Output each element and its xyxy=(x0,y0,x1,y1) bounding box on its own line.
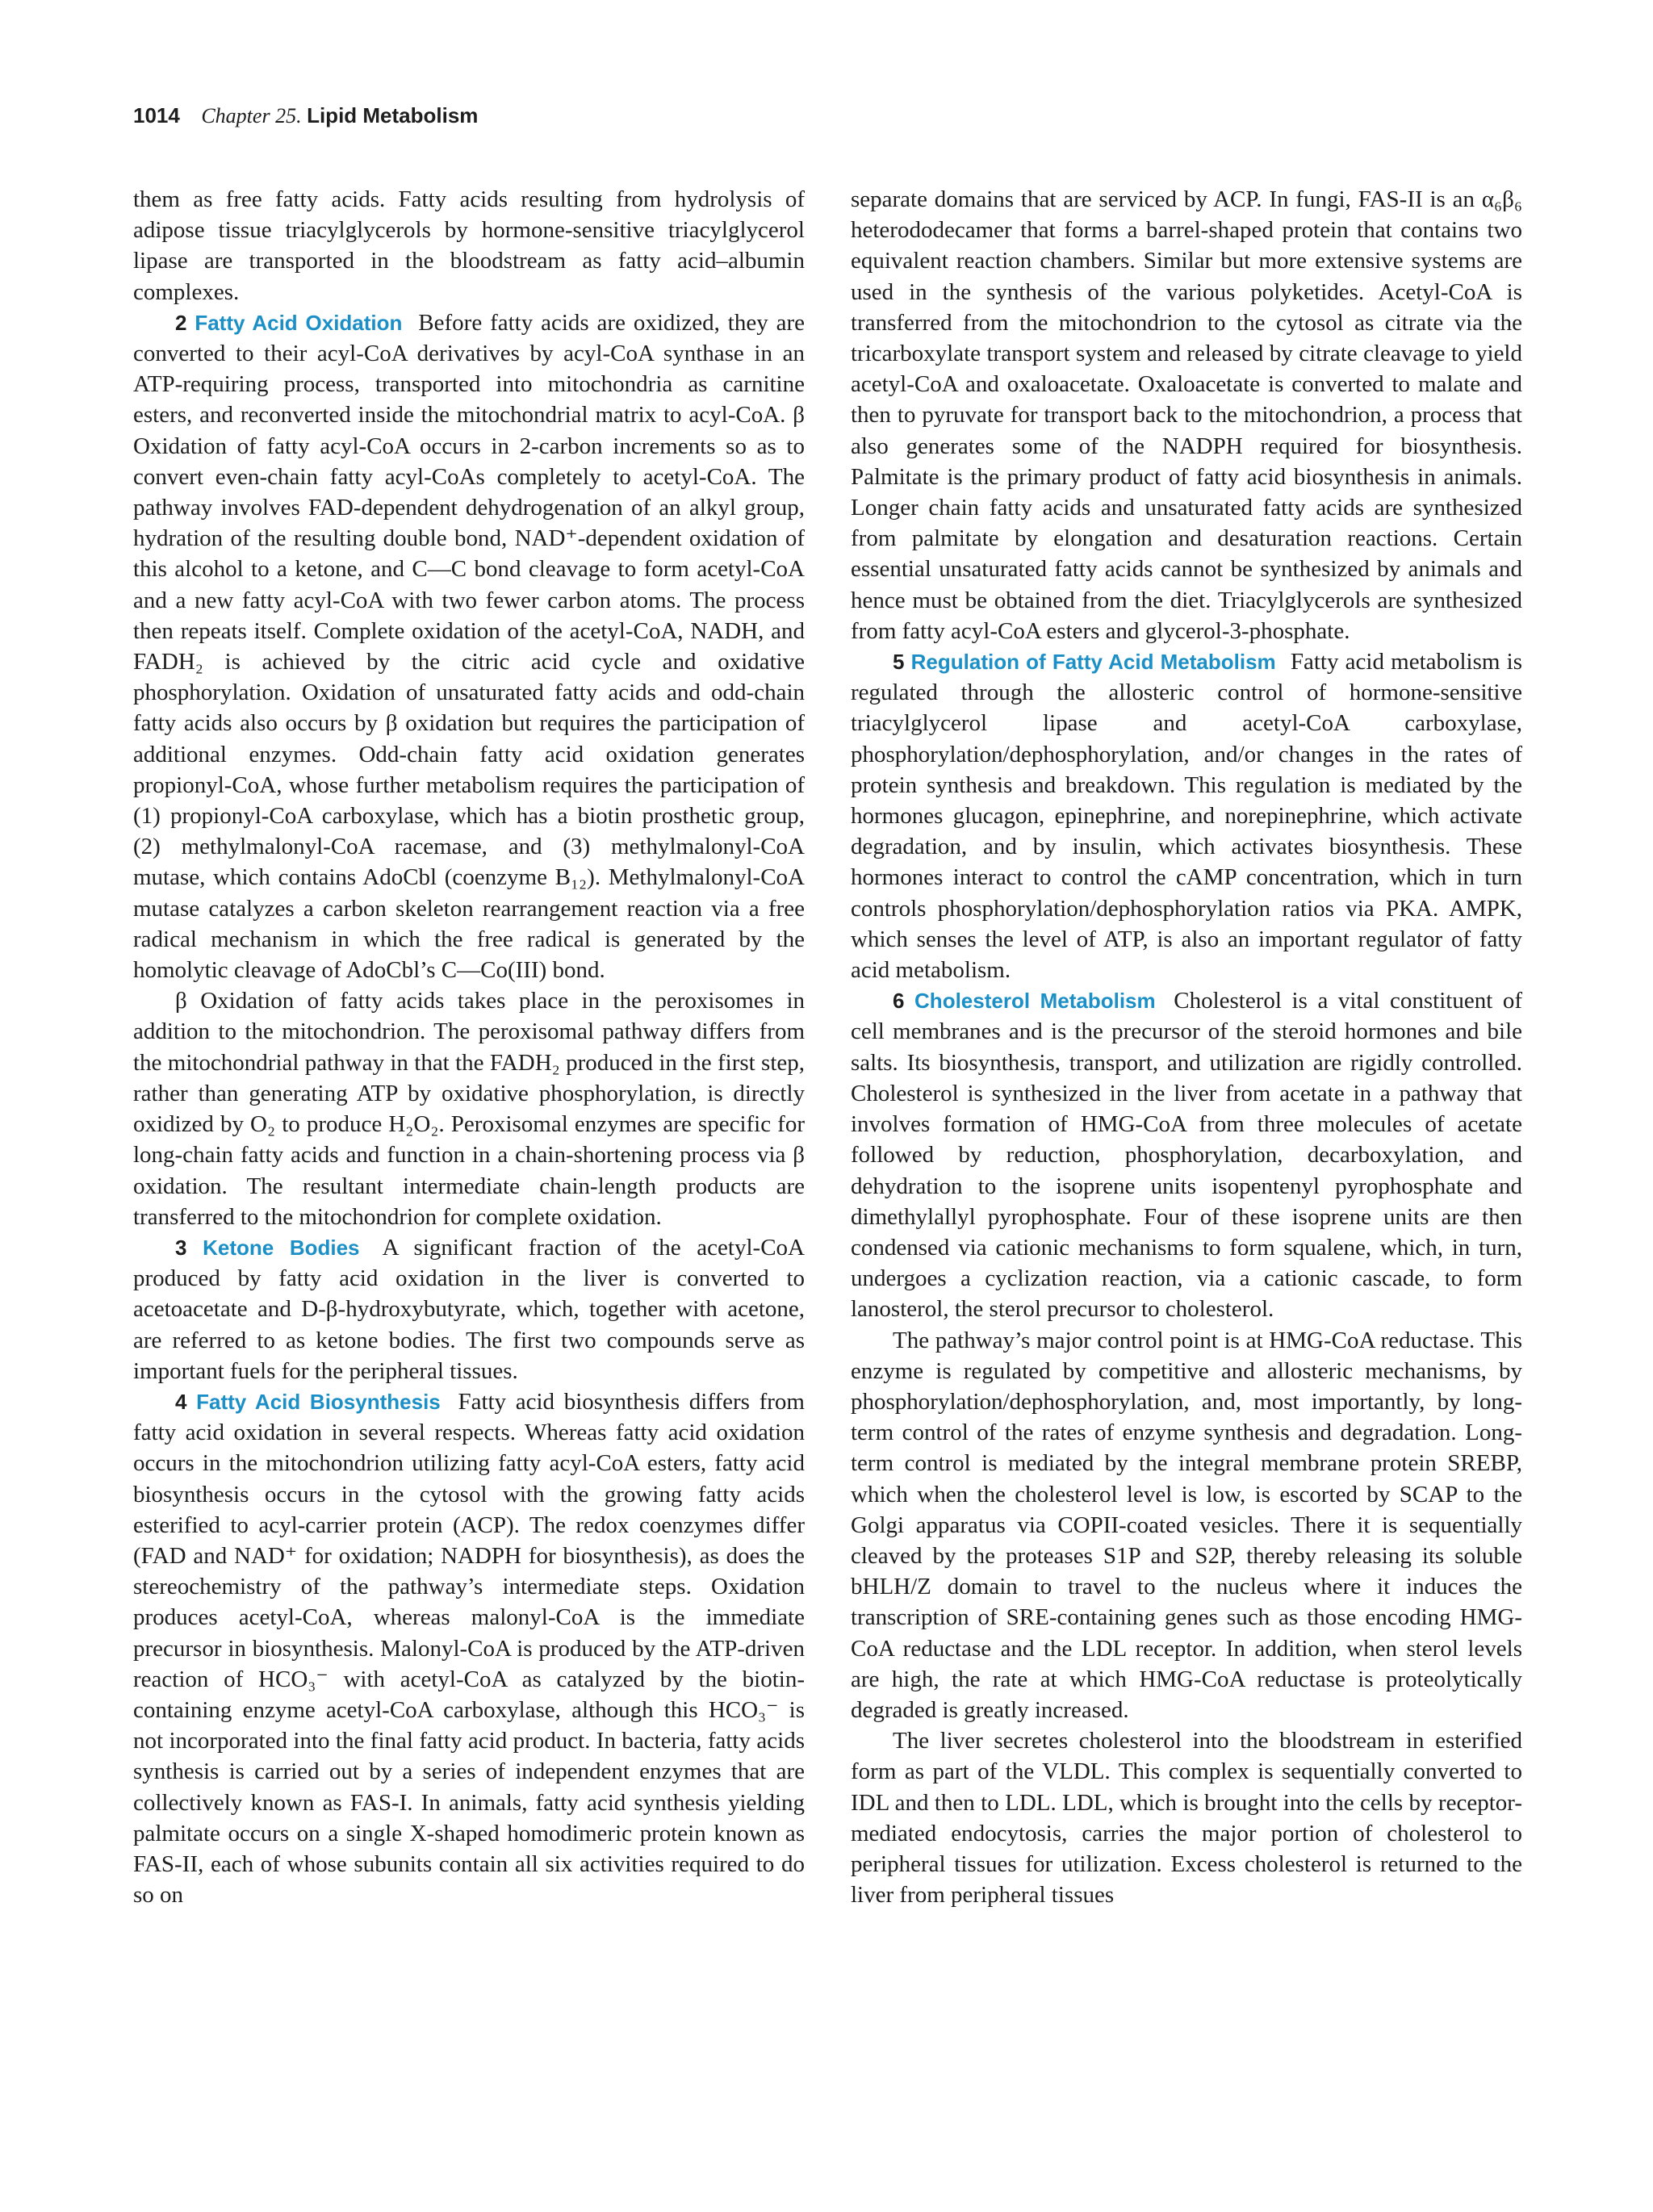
paragraph: separate domains that are serviced by ACP. In fungi, FAS-II is an α₆β₆ heterododecamer that forms a barrel-shaped protein that contains two equivalent reaction chambers. Similar but more extensive systems are used in the synthesis of the various polyketides. Acetyl-CoA is transferred from the mitochondrion to the cytosol as citrate via the tricarboxylate transport system and released by citrate cleavage to yield acetyl-CoA and oxaloacetate. Oxaloacetate is converted to malate and then to pyruvate for transport back to the mitochondrion, a process that also generates some of the NADPH required for biosynthesis. Palmitate is the primary product of fatty acid biosynthesis in animals. Longer chain fatty acids and unsaturated fatty acids are synthesized from palmitate by elongation and desaturation reactions. Certain essential unsaturated fatty acids cannot be synthesized by animals and hence must be obtained from the diet. Triacylglycerols are synthesized from fatty acyl-CoA esters and glycerol-3-phosphate. xyxy=(851,186,1522,644)
section-title: Fatty Acid Oxidation xyxy=(195,310,403,335)
paragraph: them as free fatty acids. Fatty acids resulting from hydrolysis of adipose tissue triacylglycerols by hormone-sensitive triacylglycerol lipase are transported in the bloodstream as fatty acid–albumin complexes. xyxy=(133,186,805,305)
section-6-paragraph xyxy=(851,985,1522,1324)
section-title: Cholesterol Metabolism xyxy=(914,989,1156,1014)
running-header xyxy=(133,102,478,130)
section-heading-cholesterol-metabolism xyxy=(893,989,1156,1013)
chapter-title: Lipid Metabolism xyxy=(307,103,479,128)
paragraph-text: Fatty acid metabolism is regulated through the allosteric control of hormone-sensitive triacylglycerol lipase and acetyl-CoA carboxylase, phosphorylation/dephosphorylation, and/or changes in the rates of protein synthesis and breakdown. This regulation is mediated by the hormones glucagon, epinephrine, and norepinephrine, which activate degradation, and by insulin, which activates biosynthesis. These hormones interact to control the cAMP concentration, which in turn controls phosphorylation/dephosphorylation ratios via PKA. AMPK, which senses the level of ATP, is also an important regulator of fatty acid metabolism. xyxy=(851,649,1522,984)
paragraph-text: Cholesterol is a vital constituent of cell membranes and is the precursor of the steroid hormones and bile salts. Its biosynthesis, transport, and utilization are rigidly controlled. Cholesterol is synthesized in the liver from acetate in a pathway that involves formation of HMG-CoA from three molecules of acetate followed by reduction, phosphorylation, decarboxylation, and dehydration to the isoprene units isopentenyl pyrophosphate and dimethylallyl pyrophosphate. Four of these isoprene units are then condensed via cationic mechanisms to form squalene, which, in turn, undergoes a cyclization reaction, via a cationic cascade, to form lanosterol, the sterol precursor to cholesterol. xyxy=(851,988,1523,1323)
paragraph: The liver secretes cholesterol into the bloodstream in esterified form as part of the VLDL. This complex is sequentially converted to IDL and then to LDL. LDL, which is brought into the cells by receptor-mediated endocytosis, carries the major portion of cholesterol to peripheral tissues for utilization. Excess cholesterol is returned to the liver from peripheral tissues xyxy=(851,1728,1522,1909)
left-column xyxy=(133,184,805,1910)
section-number: 5 xyxy=(893,650,905,675)
section-heading-ketone-bodies xyxy=(175,1236,360,1260)
section-number: 6 xyxy=(893,989,905,1014)
section-title: Fatty Acid Biosynthesis xyxy=(196,1389,441,1414)
chapter-label: Chapter 25. xyxy=(201,104,302,128)
paragraph-text: Before fatty acids are oxidized, they are converted to their acyl-CoA derivatives by acyl-CoA synthase in an ATP-requiring process, transported into mitochondria as carnitine esters, and reconverted inside the mitochondrial matrix to acyl-CoA. β Oxidation of fatty acyl-CoA occurs in 2-carbon increments so as to convert even-chain fatty acyl-CoAs completely to acetyl-CoA. The pathway involves FAD-dependent dehydrogenation of an alkyl group, hydration of the resulting double bond, NAD⁺-dependent oxidation of this alcohol to a ketone, and C—C bond cleavage to form acetyl-CoA and a new fatty acyl-CoA with two fewer carbon atoms. The process then repeats itself. Complete oxidation of the acetyl-CoA, NADH, and FADH₂ is achieved by the citric acid cycle and oxidative phosphorylation. Oxidation of unsaturated fatty acids and odd-chain fatty acids also occurs by β oxidation but requires the participation of additional enzymes. Odd-chain fatty acid oxidation generates propionyl-CoA, whose further metabolism requires the participation of (1) propionyl-CoA carboxylase, which has a biotin prosthetic group, (2) methylmalonyl-CoA racemase, and (3) methylmalonyl-CoA mutase, which contains AdoCbl (coenzyme B₁₂). Methylmalonyl-CoA mutase catalyzes a carbon skeleton rearrangement reaction via a free radical mechanism in which the free radical is generated by the homolytic cleavage of AdoCbl’s C—Co(III) bond. xyxy=(133,309,806,984)
section-heading-regulation xyxy=(893,650,1276,674)
section-title: Regulation of Fatty Acid Metabolism xyxy=(910,650,1276,675)
section-3-paragraph xyxy=(133,1232,805,1386)
page-number: 1014 xyxy=(133,103,180,128)
section-number: 4 xyxy=(175,1389,187,1414)
section-number: 3 xyxy=(175,1235,187,1260)
right-column xyxy=(851,184,1522,1910)
paragraph-text: Fatty acid biosynthesis differs from fatty acid oxidation in several respects. Whereas fatty acid oxidation occurs in the mitochondrion utilizing fatty acyl-CoA esters, fatty acid biosynthesis occurs in the cytosol with the growing fatty acids esterified to acyl-carrier protein (ACP). The redox coenzymes differ (FAD and NAD⁺ for oxidation; NADPH for biosynthesis), as does the stereochemistry of the pathway’s intermediate steps. Oxidation produces acetyl-CoA, whereas malonyl-CoA is the immediate precursor in biosynthesis. Malonyl-CoA is produced by the ATP-driven reaction of HCO₃⁻ with acetyl-CoA as catalyzed by the biotin-containing enzyme acetyl-CoA carboxylase, although this HCO₃⁻ is not incorporated into the final fatty acid product. In bacteria, fatty acids synthesis is carried out by a series of independent enzymes that are collectively known as FAS-I. In animals, fatty acid synthesis yielding palmitate occurs on a single X-shaped homodimeric protein known as FAS-II, each of whose subunits contain all six activities required to do so on xyxy=(133,1388,805,1909)
section-heading-fatty-acid-oxidation xyxy=(175,311,402,335)
paragraph: β Oxidation of fatty acids takes place in the peroxisomes in addition to the mitochondrion. The peroxisomal pathway differs from the mitochondrial pathway in that the FADH₂ produced in the first step, rather than generating ATP by oxidative phosphorylation, is directly oxidized by O₂ to produce H₂O₂. Peroxisomal enzymes are specific for long-chain fatty acids and function in a chain-shortening process via β oxidation. The resultant intermediate chain-length products are transferred to the mitochondrion for complete oxidation. xyxy=(133,988,805,1230)
paragraph-text: A significant fraction of the acetyl-CoA produced by fatty acid oxidation in the liver is converted to acetoacetate and D-β-hydroxybutyrate, which, together with acetone, are referred to as ketone bodies. The first two compounds serve as important fuels for the peripheral tissues. xyxy=(133,1234,805,1384)
paragraph: The pathway’s major control point is at HMG-CoA reductase. This enzyme is regulated by competitive and allosteric mechanisms, by phosphorylation/dephosphorylation, and, most importantly, by long-term control of the rates of enzyme synthesis and degradation. Long-term control is mediated by the integral membrane protein SREBP, which when the cholesterol level is low, is escorted by SCAP to the Golgi apparatus via COPII-coated vesicles. There it is sequentially cleaved by the proteases S1P and S2P, thereby releasing its soluble bHLH/Z domain to travel to the nucleus where it induces the transcription of SRE-containing genes such as those encoding HMG-CoA reductase and the LDL receptor. In addition, when sterol levels are high, the rate at which HMG-CoA reductase is proteolytically degraded is greatly increased. xyxy=(851,1327,1522,1723)
section-title: Ketone Bodies xyxy=(203,1235,360,1260)
section-4-paragraph xyxy=(133,1386,805,1910)
section-5-paragraph xyxy=(851,646,1522,985)
section-number: 2 xyxy=(175,310,187,335)
section-2-paragraph xyxy=(133,307,805,985)
section-heading-fatty-acid-biosynthesis xyxy=(175,1390,441,1414)
